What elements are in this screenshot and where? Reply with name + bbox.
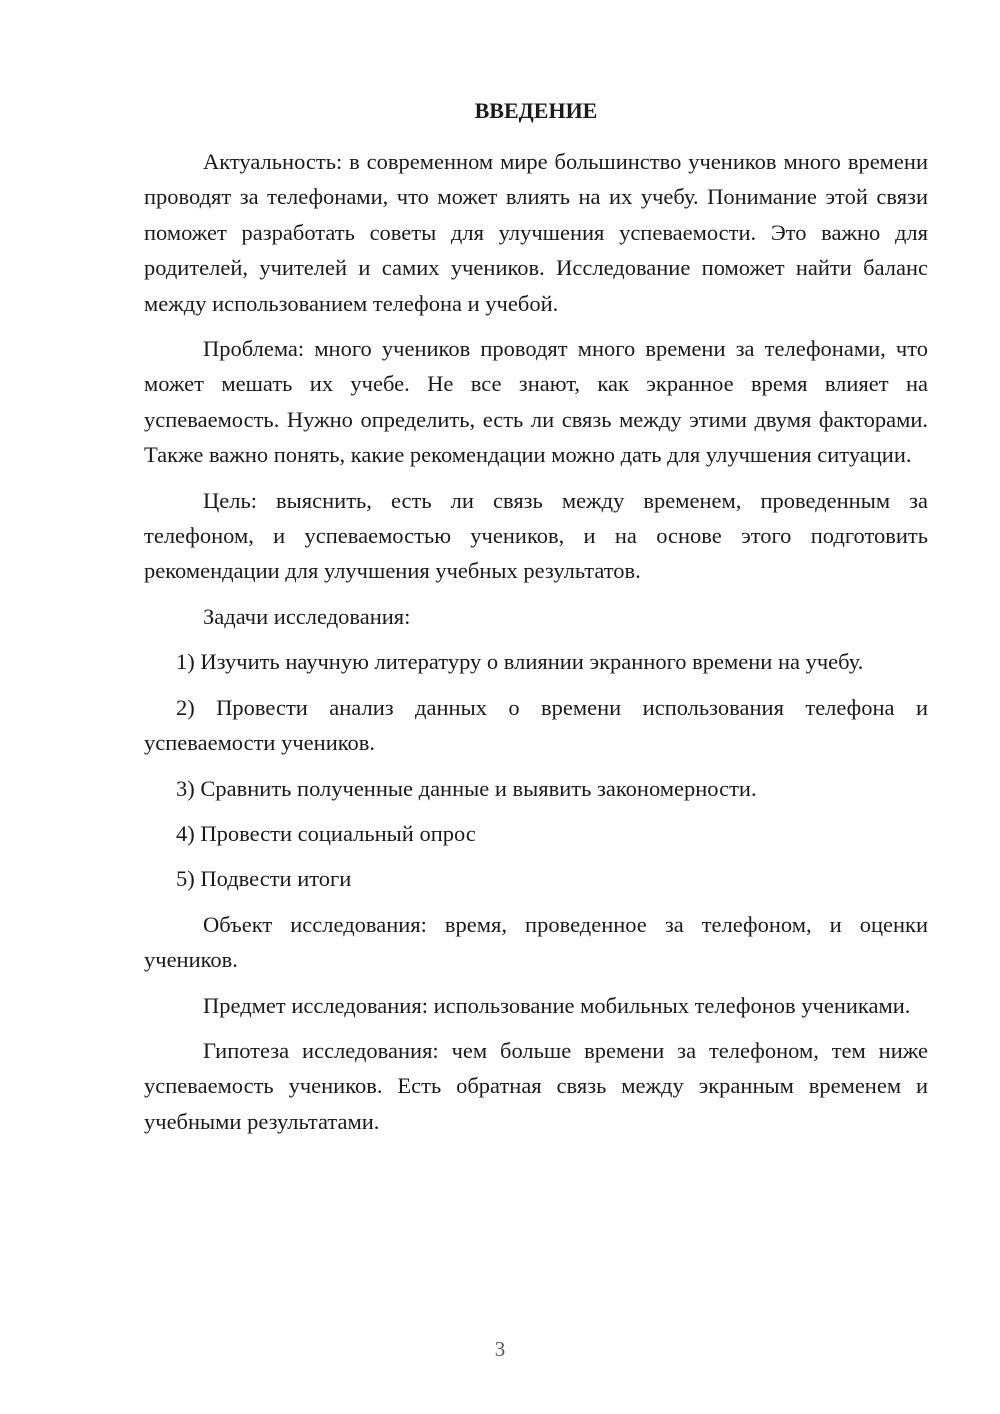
paragraph-relevance: Актуальность: в современном мире большинство учеников много времени проводят за телефонами, что может влиять на их учебу. Понимание этой связи поможет разработать советы для улучшения успеваемости. Это важно для родителей, учителей и самих учеников. Исследование поможет найти баланс между использованием телефона и учебой. <box>144 149 928 316</box>
task-item-2: 2) Провести анализ данных о времени использования телефона и успеваемости учеников. <box>144 694 928 756</box>
page-number: 3 <box>494 1337 506 1361</box>
document-page <box>144 96 928 1149</box>
task-item-5: 5) Подвести итоги <box>176 866 352 892</box>
paragraph-tasks-title: Задачи исследования: <box>203 603 411 629</box>
paragraph-object: Объект исследования: время, проведенное за телефоном, и оценки учеников. <box>144 911 928 973</box>
task-item-4: 4) Провести социальный опрос <box>176 820 476 846</box>
task-item-3: 3) Сравнить полученные данные и выявить закономерности. <box>176 775 757 801</box>
paragraph-hypothesis: Гипотеза исследования: чем больше времени за телефоном, тем ниже успеваемость учеников. Есть обратная связь между экранным временем и учебными результатами. <box>144 1037 928 1134</box>
paragraph-goal: Цель: выяснить, есть ли связь между временем, проведенным за телефоном, и успеваемостью учеников, и на основе этого подготовить рекомендации для улучшения учебных результатов. <box>144 487 928 584</box>
task-item-1: 1) Изучить научную литературу о влиянии экранного времени на учебу. <box>176 649 864 675</box>
paragraph-subject: Предмет исследования: использование мобильных телефонов учениками. <box>203 992 911 1018</box>
section-heading: ВВЕДЕНИЕ <box>474 98 598 123</box>
paragraph-problem: Проблема: много учеников проводят много времени за телефонами, что может мешать их учебе. Не все знают, как экранное время влияет на успеваемость. Нужно определить, есть ли связь между этими двумя факторами. Также важно понять, какие рекомендации можно дать для улучшения ситуации. <box>144 336 928 468</box>
